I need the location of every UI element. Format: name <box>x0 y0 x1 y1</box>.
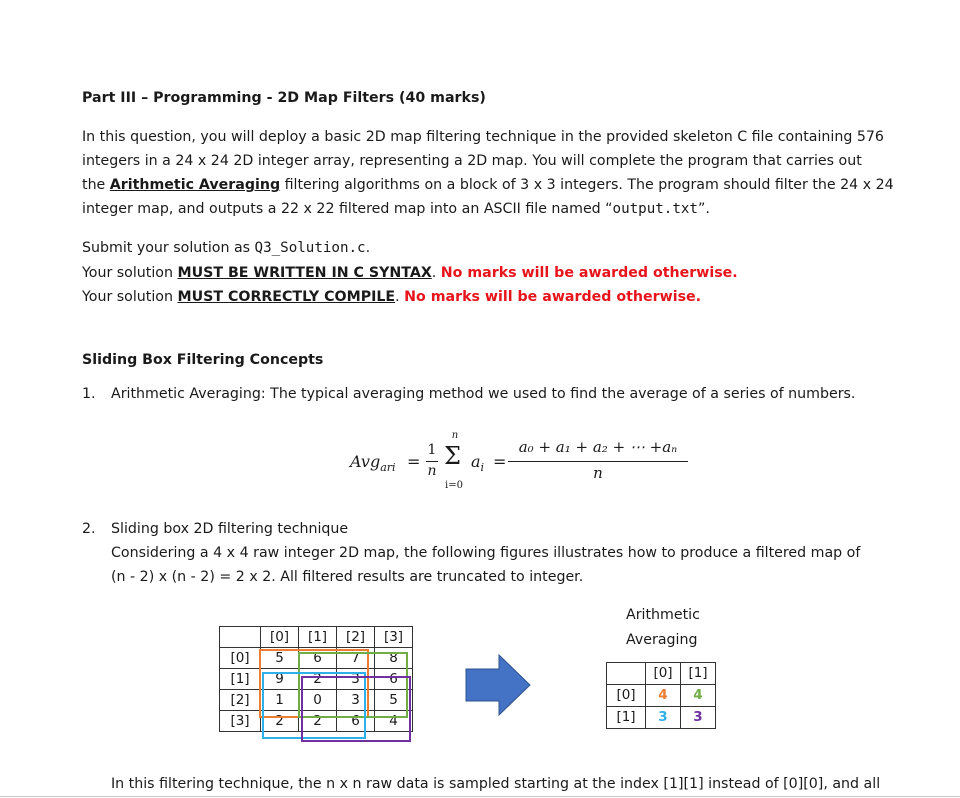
result-cell: 3 <box>646 707 681 729</box>
formula-lhs-avg: Avg <box>350 452 381 471</box>
raw-cell: 0 <box>299 690 337 711</box>
part-heading: Part III – Programming - 2D Map Filters (40 marks) <box>82 90 486 106</box>
raw-cell: 5 <box>261 648 299 669</box>
raw-map-row <box>220 669 413 690</box>
req1-pre: Your solution <box>82 265 178 281</box>
result-row <box>607 685 716 707</box>
result-header-row <box>607 663 716 685</box>
raw-map-header-row <box>220 627 413 648</box>
result-table <box>606 662 716 729</box>
raw-map-row <box>220 711 413 732</box>
req2-emphasis: MUST CORRECTLY COMPILE <box>177 289 396 305</box>
result-cell: 4 <box>681 685 716 707</box>
intro-line-2: integers in a 24 x 24 2D integer array, representing a 2D map. You will complete the program that carries out <box>82 153 862 169</box>
result-cell: 3 <box>681 707 716 729</box>
result-col-header: [1] <box>681 663 716 685</box>
submit-line <box>82 236 370 260</box>
item-1-text: Arithmetic Averaging: The typical averaging method we used to find the average of a series of numbers. <box>111 386 856 402</box>
raw-row-header: [2] <box>220 690 261 711</box>
raw-cell: 2 <box>299 669 337 690</box>
raw-cell: 6 <box>299 648 337 669</box>
formula-term <box>471 452 484 474</box>
output-filename: output.txt <box>612 201 698 217</box>
item-1-number: 1. <box>82 386 96 402</box>
req1-dot: . <box>431 265 441 281</box>
arithmetic-averaging-link: Arithmetic Averaging <box>109 177 281 193</box>
solution-filename: Q3_Solution.c <box>254 240 366 256</box>
raw-col-header: [2] <box>337 627 375 648</box>
page-bottom-rule <box>0 796 960 797</box>
raw-row-header: [0] <box>220 648 261 669</box>
formula-frac-num: 1 <box>427 442 437 458</box>
result-row-header: [0] <box>607 685 646 707</box>
bottom-text: In this filtering technique, the n x n raw data is sampled starting at the index [1][1] instead of [0][0], and all <box>111 776 881 792</box>
formula-rhs-num: a₀ + a₁ + a₂ + ⋯ +aₙ <box>518 438 678 456</box>
raw-cell: 6 <box>375 669 413 690</box>
formula-lhs-sub: ari <box>380 461 396 475</box>
formula-term-sub: i <box>480 461 485 475</box>
item-2-line-2: (n - 2) x (n - 2) = 2 x 2. All filtered results are truncated to integer. <box>111 569 584 585</box>
raw-row-header: [3] <box>220 711 261 732</box>
formula-rhs-den: n <box>593 464 603 482</box>
intro-line-1: In this question, you will deploy a basic 2D map filtering technique in the provided skeleton C file containing 576 <box>82 129 884 145</box>
formula-frac-den: n <box>427 463 437 479</box>
raw-map-row <box>220 648 413 669</box>
raw-row-header: [1] <box>220 669 261 690</box>
intro-line-3-post: filtering algorithms on a block of 3 x 3 integers. The program should filter the 24 x 24 <box>280 177 894 193</box>
raw-map-corner <box>220 627 261 648</box>
item-2-number: 2. <box>82 521 96 537</box>
result-title-2: Averaging <box>626 632 698 648</box>
intro-line-4-post: ”. <box>697 201 710 217</box>
requirement-compile <box>82 285 701 309</box>
raw-col-header: [1] <box>299 627 337 648</box>
intro-line-4 <box>82 197 710 221</box>
raw-cell: 3 <box>337 669 375 690</box>
raw-cell: 7 <box>337 648 375 669</box>
item-2-line-1: Considering a 4 x 4 raw integer 2D map, the following figures illustrates how to produce a filtered map of <box>111 545 861 561</box>
submit-post: . <box>365 240 371 256</box>
raw-col-header: [0] <box>261 627 299 648</box>
result-corner <box>607 663 646 685</box>
intro-line-4-pre: integer map, and outputs a 22 x 22 filtered map into an ASCII file named “ <box>82 201 613 217</box>
formula-equals-2: = <box>493 452 507 471</box>
raw-cell: 5 <box>375 690 413 711</box>
result-row <box>607 707 716 729</box>
formula-lhs <box>350 452 396 474</box>
formula-rhs-bar <box>508 461 688 462</box>
raw-cell: 6 <box>337 711 375 732</box>
right-arrow-icon <box>465 654 531 716</box>
raw-col-header: [3] <box>375 627 413 648</box>
raw-cell: 8 <box>375 648 413 669</box>
req2-dot: . <box>395 289 405 305</box>
raw-cell: 2 <box>261 711 299 732</box>
raw-map-row <box>220 690 413 711</box>
req1-emphasis: MUST BE WRITTEN IN C SYNTAX <box>177 265 432 281</box>
formula-sigma: Σ <box>444 442 461 470</box>
req1-warning: No marks will be awarded otherwise. <box>440 265 738 281</box>
submit-pre: Submit your solution as <box>82 240 255 256</box>
raw-cell: 1 <box>261 690 299 711</box>
formula-sum-lower: i=0 <box>445 480 463 491</box>
intro-line-3-pre: the <box>82 177 110 193</box>
req2-warning: No marks will be awarded otherwise. <box>404 289 702 305</box>
req2-pre: Your solution <box>82 289 178 305</box>
raw-map-table <box>219 626 413 732</box>
raw-cell: 2 <box>299 711 337 732</box>
concepts-heading: Sliding Box Filtering Concepts <box>82 352 324 368</box>
result-title-1: Arithmetic <box>626 607 700 623</box>
formula-sum-upper: n <box>451 430 459 441</box>
item-2-title: Sliding box 2D filtering technique <box>111 521 349 537</box>
intro-line-3 <box>82 173 894 197</box>
formula-equals-1: = <box>407 452 421 471</box>
result-row-header: [1] <box>607 707 646 729</box>
result-col-header: [0] <box>646 663 681 685</box>
raw-cell: 3 <box>337 690 375 711</box>
requirement-syntax <box>82 261 738 285</box>
formula-frac-bar <box>426 461 438 462</box>
raw-cell: 4 <box>375 711 413 732</box>
raw-cell: 9 <box>261 669 299 690</box>
result-cell: 4 <box>646 685 681 707</box>
formula-term-a: a <box>471 452 481 471</box>
